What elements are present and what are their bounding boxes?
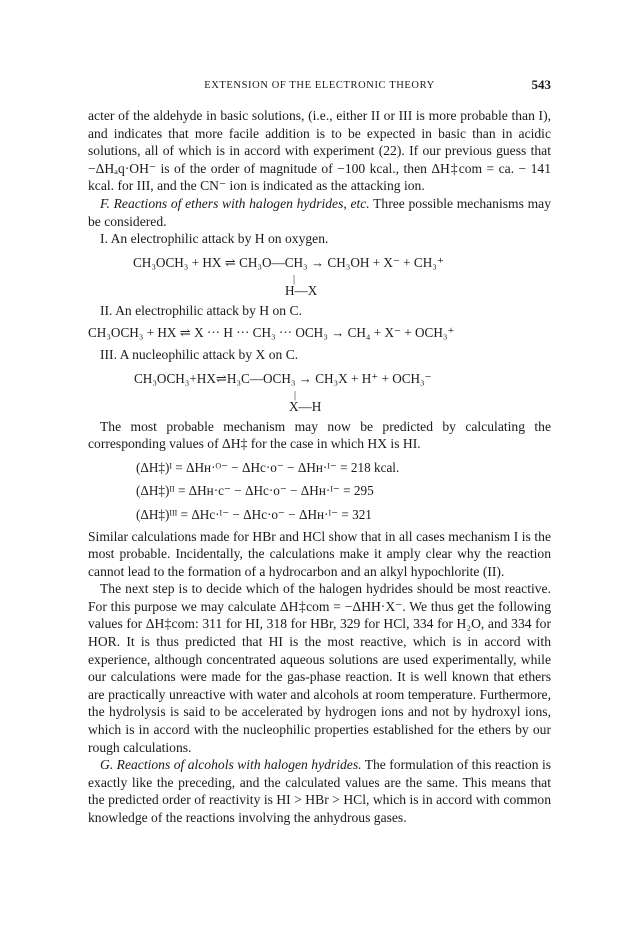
running-head: EXTENSION OF THE ELECTRONIC THEORY (204, 80, 435, 91)
section-f-text: Three possible mechanisms may be considered. (88, 195, 551, 229)
page-number: 543 (531, 77, 551, 92)
equation-1-bond: | (293, 273, 296, 285)
section-g-text: The formulation of this reaction is exactly like the preceding, and the calculated values are the same. This means that the predicted order of reactivity is HI > HBr > HCl, which is in accord with common knowledge of the reactions involving the anhydrous gases. (88, 757, 552, 825)
section-g (88, 756, 551, 826)
energy-eq-3: (ΔH‡)ᴵᴵᴵ = ΔHc·ᴵ⁻ − ΔHc·o⁻ − ΔHʜ·ᴵ⁻ = 321 (136, 506, 372, 522)
energy-eq-2: (ΔH‡)ᴵᴵ = ΔHʜ·c⁻ − ΔHc·o⁻ − ΔHʜ·ᴵ⁻ = 295 (136, 483, 374, 499)
equation-2 (88, 324, 551, 342)
equation-1-main: CH₃OCH₃ + HX ⇌ CH₃O—CH₃ → CH₃OH + X⁻ + CH₃⁺ (133, 254, 444, 270)
energy-equations (88, 459, 551, 524)
mechanism-3-label: III. A nucleophilic attack by X on C. (100, 346, 299, 362)
equation-3-substituent: X—H (289, 398, 322, 414)
page-header (88, 77, 551, 95)
mechanism-1-label: I. An electrophilic attack by H on oxygen. (100, 231, 329, 247)
mechanism-2-label: II. An electrophilic attack by H on C. (100, 302, 302, 318)
document-page (88, 77, 551, 827)
paragraph-halogen-hydrides: The next step is to decide which of the halogen hydrides should be most reactive. For this purpose we may calculate ΔH‡com = −ΔHH·X⁻. We thus get the following values for ΔH‡com: 311 for HI, 318 for HBr, 329 for HCl, 334 for H₂O, and 334 for HOR. It is thus predicted that HI is the most reactive, which is in accord with experience, although concentrated aqueous solutions are used experimentally, while our calculations were made for the gas-phase reaction. It is well known that ethers are practically unreactive with water and alcohols at room temperature. Furthermore, the hydrolysis is said to be accelerated by hydrogen ions and not by hydroxyl ions, which is in accord with the nucleophilic properties established for the ethers by our rough calculations. (88, 581, 551, 755)
section-g-heading: G. Reactions of alcohols with halogen hydrides. (100, 757, 362, 773)
section-f (88, 195, 551, 230)
paragraph-aldehyde-continuation: acter of the aldehyde in basic solutions, (i.e., either II or III is more probable than I), and indicates that more facile addition is to be expected in basic than in acidic solutions, all of which is in accord with experiment (22). If our previous guess that −ΔHₐq·OH⁻ is of the order of magnitude of −100 kcal., then ΔH‡com = ca. − 141 kcal. for III, and the CN⁻ ion is indicated as the attacking ion. (88, 108, 551, 194)
section-f-heading: F. Reactions of ethers with halogen hydrides, etc. (100, 195, 370, 211)
paragraph-similar-calculations: Similar calculations made for HBr and HCl show that in all cases mechanism I is the most probable. Incidentally, the calculations make it amply clear why the reaction cannot lead to the formation of a hydrocarbon and an alkyl hypochlorite (II). (88, 528, 551, 579)
equation-3-main: CH₃OCH₃+HX⇌H₃C—OCH₃ → CH₃X + H⁺ + OCH₃⁻ (134, 370, 432, 386)
equation-2-main: CH₃OCH₃ + HX ⇌ X ··· H ··· CH₃ ··· OCH₃ → CH₄ + X⁻ + OCH₃⁺ (88, 325, 455, 341)
energy-eq-1: (ΔH‡)ᴵ = ΔHʜ·ᴼ⁻ − ΔHc·o⁻ − ΔHʜ·ᴵ⁻ = 218 kcal. (136, 459, 400, 475)
equation-3-bond: | (294, 389, 297, 401)
equation-1-substituent: H—X (285, 282, 318, 298)
equation-3 (88, 368, 551, 416)
paragraph-prediction: The most probable mechanism may now be predicted by calculating the corresponding values of ΔH‡ for the case in which HX is HI. (88, 418, 551, 452)
equation-1 (88, 252, 551, 300)
